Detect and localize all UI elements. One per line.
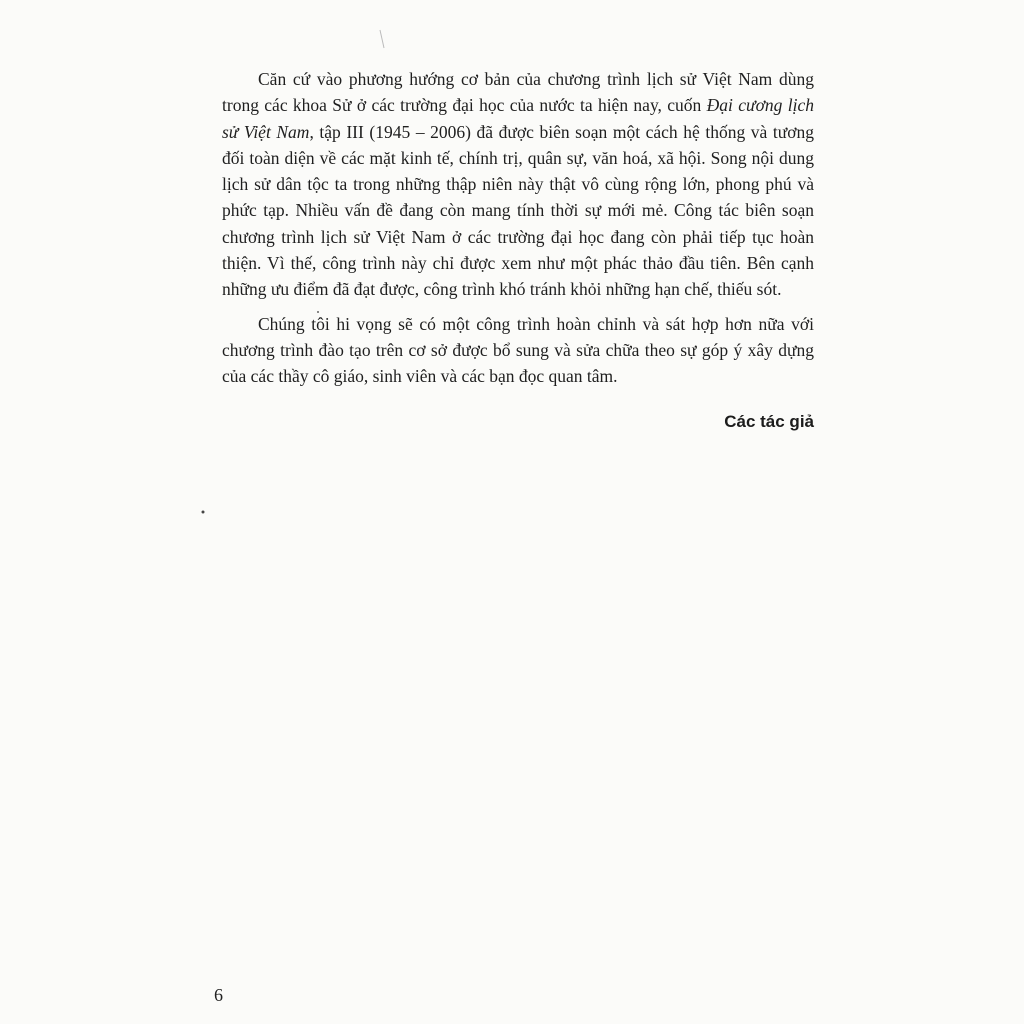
paragraph-2: Chúng tôi hi vọng sẽ có một công trình hoàn chỉnh và sát hợp hơn nữa với chương trình đào tạo trên cơ sở được bổ sung và sửa chữa theo sự góp ý xây dựng của các thầy cô giáo, sinh viên và các bạn đọc quan tâm. <box>222 313 814 387</box>
paragraph-1-part-2: , tập III (1945 – 2006) đã được biên soạn một cách hệ thống và tương đối toàn diện về các mặt kinh tế, chính trị, quân sự, văn hoá, xã hội. Song nội dung lịch sử dân tộc ta trong những thập niên này thật vô cùng rộng lớn, phong phú và phức tạp. Nhiều vấn đề đang còn mang tính thời sự mới mẻ. Công tác biên soạn chương trình lịch sử Việt Nam ở các trường đại học đang còn phải tiếp tục hoàn thiện. Vì thế, công trình này chỉ được xem như một phác thảo đầu tiên. Bên cạnh những ưu điểm đã đạt được, công trình khó tránh khỏi những hạn chế, thiếu sót. <box>222 121 814 300</box>
scan-speck <box>202 511 205 514</box>
page-number: 6 <box>214 985 223 1005</box>
book-title: Đại cương lịch sử Việt Nam <box>222 95 814 142</box>
scan-speck <box>317 311 319 313</box>
scan-mark <box>380 30 384 48</box>
paragraph-1-part-1: Căn cứ vào phương hướng cơ bản của chương trình lịch sử Việt Nam dùng trong các khoa Sử ở các trường đại học của nước ta hiện nay, cuốn <box>222 69 814 116</box>
signature: Các tác giả <box>724 412 814 431</box>
